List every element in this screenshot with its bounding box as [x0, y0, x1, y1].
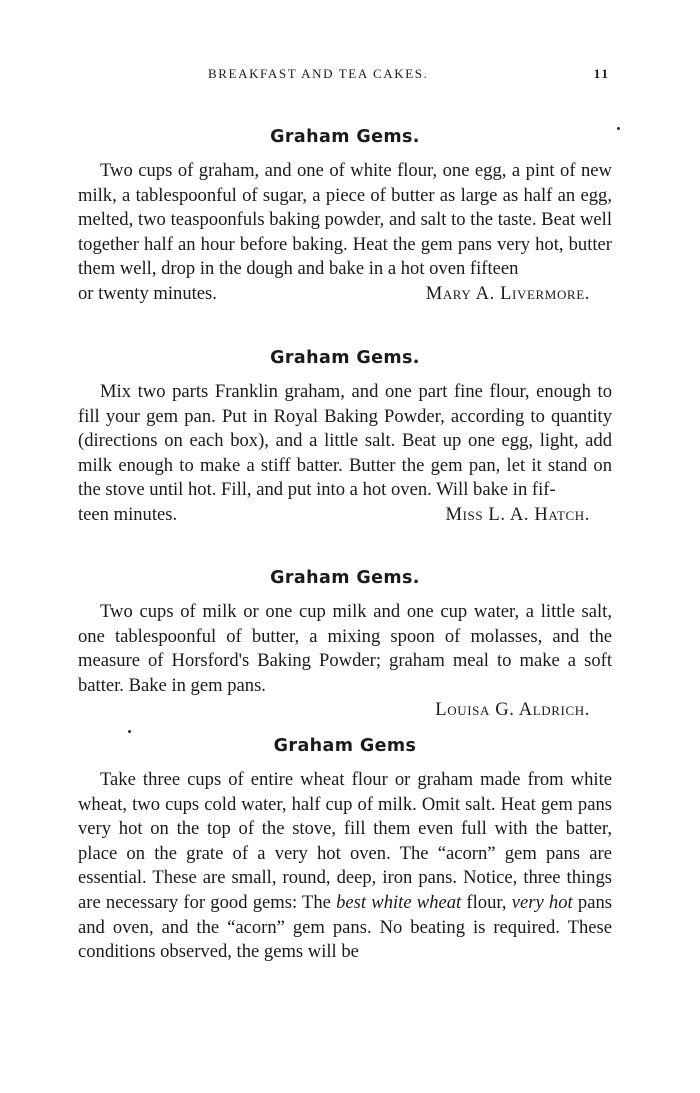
recipe-body [78, 768, 612, 965]
recipe-signature: Mary A. Livermore. [425, 282, 590, 304]
print-speck [128, 730, 131, 733]
recipe-title: Graham Gems. [270, 348, 420, 368]
page-number: 11 [593, 66, 610, 81]
recipe-body-italic: very hot [511, 891, 573, 913]
recipe-body-part: pans and oven, and the “acorn” gem pans. No beating is required. These conditions observed, the gems will be [78, 891, 612, 963]
recipe-body: Two cups of graham, and one of white flour, one egg, a pint of new milk, a tablespoonful of sugar, a piece of butter as large as half an egg, melted, two teaspoonfuls baking powder, and salt to the taste. Beat well together half an hour before baking. Heat the gem pans very hot, butter them well, drop in the dough and bake in a hot oven fifteen [78, 160, 612, 280]
recipe-title: Graham Gems. [270, 568, 420, 588]
print-speck [617, 127, 620, 130]
recipe-signature: Miss L. A. Hatch. [445, 503, 590, 525]
recipe-body-part: flour, [461, 891, 512, 913]
recipe-last-line: teen minutes. [78, 503, 178, 525]
recipe-last-line: or twenty minutes. [78, 282, 217, 304]
recipe-4 [78, 736, 612, 965]
recipe-3 [78, 568, 612, 723]
recipe-closing-line [78, 503, 612, 528]
recipe-body-part: Take three cups of entire wheat flour or graham made from white wheat, two cups cold water, half cup of milk. Omit salt. Heat gem pans very hot on the top of the stove, fill them even full with the batter, place on the grate of a very hot oven. The “acorn” gem pans are essential. These are small, round, deep, iron pans. Notice, three things are necessary for good gems: The [78, 769, 612, 913]
recipe-1 [78, 127, 612, 307]
recipe-body-italic: best white wheat [336, 891, 462, 913]
running-head-title: BREAKFAST AND TEA CAKES. [208, 66, 429, 81]
recipe-2 [78, 348, 612, 528]
recipe-signature: Louisa G. Aldrich. [435, 699, 590, 721]
recipe-title: Graham Gems. [270, 127, 420, 147]
recipe-body: Mix two parts Franklin graham, and one part fine flour, enough to fill your gem pan. Put in Royal Baking Powder, according to quantity (directions on each box), and a little salt. Beat up one egg, light, add milk enough to make a stiff batter. Butter the gem pan, let it stand on the stove until hot. Fill, and put into a hot oven. Will bake in fif- [78, 381, 612, 501]
recipe-title: Graham Gems [273, 736, 417, 756]
recipe-body: Two cups of milk or one cup milk and one cup water, a little salt, one tablespoonful of butter, a mixing spoon of molasses, and the measure of Horsford's Baking Powder; graham meal to make a soft batter. Bake in gem pans. [78, 601, 612, 696]
recipe-closing-line [78, 282, 612, 307]
